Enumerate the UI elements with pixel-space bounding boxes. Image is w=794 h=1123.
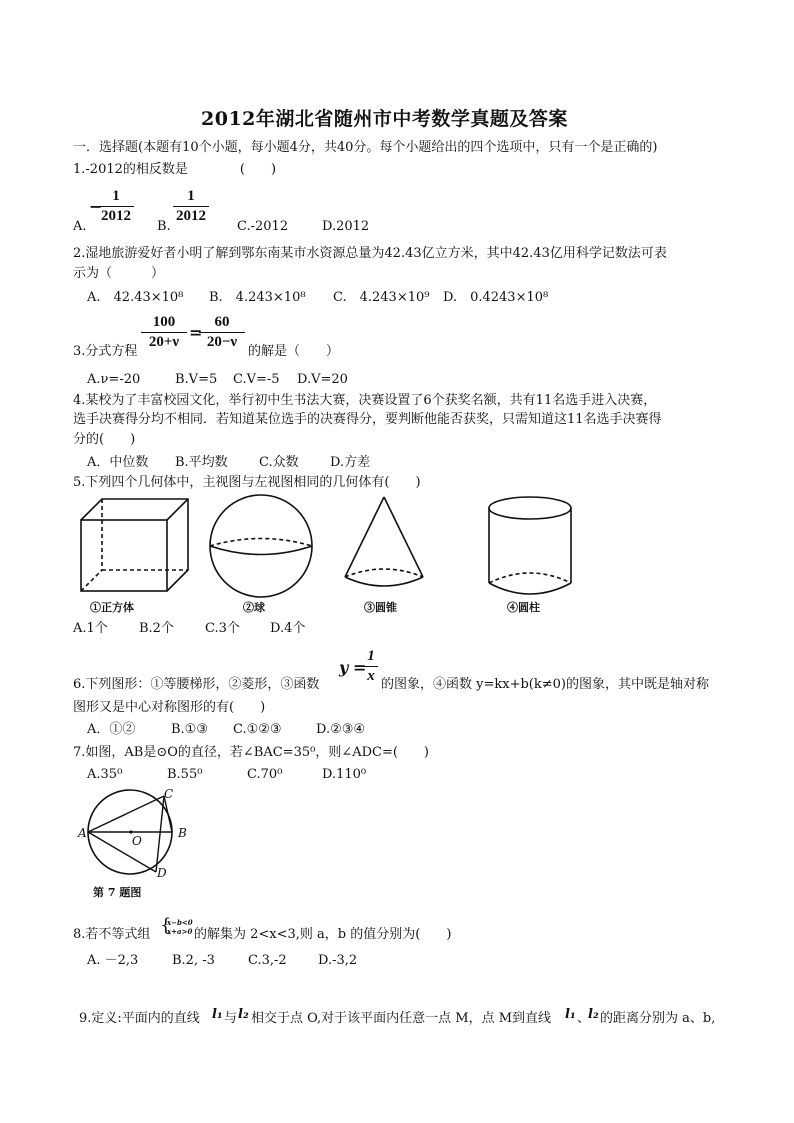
q9-line-l2: l₂ <box>238 1007 249 1022</box>
q1-option-a-label: A. <box>73 219 87 234</box>
q8-option-a: A. －2,3 <box>87 953 139 968</box>
fraction-bar <box>199 332 245 333</box>
q9-line-l2-second: l₂ <box>588 1007 599 1022</box>
q2-option-c: C. 4.243×10⁹ <box>333 290 430 305</box>
q9-line-l1-second: l₁ <box>565 1007 576 1022</box>
q1-option-c: C.-2012 <box>237 219 289 234</box>
fraction-bar <box>98 206 134 207</box>
q3-right-fraction <box>199 314 245 351</box>
q3-stem-prefix: 3.分式方程 <box>73 344 138 359</box>
q9-separator: 、 <box>577 1011 591 1026</box>
chord-ac <box>88 796 164 832</box>
q6-option-b: B.①③ <box>171 722 208 737</box>
q1-b-numerator: 1 <box>187 188 195 204</box>
cone-figure <box>345 497 423 586</box>
q5-caption-sphere: ②球 <box>243 601 265 614</box>
q9-stem-part4: 的距离分别为 a、b, <box>600 1011 716 1026</box>
q3-option-c: C.V=-5 <box>233 372 280 387</box>
q6-function-fraction <box>364 648 378 685</box>
q3-left-fraction <box>141 314 187 351</box>
q3-option-b: B.V=5 <box>175 372 218 387</box>
q8-system-brace: { <box>160 915 172 936</box>
sphere-figure <box>210 495 312 597</box>
q4-stem-line2: 选手决赛得分均不相同．若知道某位选手的决赛得分，要判断他能否获奖，只需知道这11名选手决赛得 <box>73 412 662 427</box>
q8-option-b: B.2, -3 <box>172 953 215 968</box>
q5-option-d: D.4个 <box>270 621 306 636</box>
q5-solids-figure <box>0 495 794 615</box>
q4-option-c: C.众数 <box>259 455 299 470</box>
chord-ad <box>88 832 156 872</box>
q7-option-d: D.110⁰ <box>322 767 367 782</box>
q9-stem-part2: 与 <box>224 1011 238 1026</box>
q7-figure-caption: 第 7 题图 <box>93 886 142 899</box>
cylinder-figure <box>489 497 571 594</box>
q8-option-c: C.3,-2 <box>248 953 287 968</box>
q3-left-denominator: 20+ν <box>148 334 180 350</box>
q1-b-denominator: 2012 <box>176 208 206 224</box>
chord-cb <box>164 796 172 832</box>
q5-option-c: C.3个 <box>205 621 240 636</box>
q9-line-l1: l₁ <box>212 1007 223 1022</box>
q3-stem-suffix: 的解是（ ） <box>248 344 340 359</box>
q3-option-d: D.V=20 <box>297 372 348 387</box>
q1-stem: 1.-2012的相反数是 ( ) <box>73 162 277 177</box>
q1-option-d: D.2012 <box>322 219 370 234</box>
q6-stem-line1: 6.下列图形：①等腰梯形，②菱形，③函数 <box>73 677 320 692</box>
q4-option-b: B.平均数 <box>175 455 228 470</box>
section-heading: 一．选择题(本题有10个小题，每小题4分，共40分。每个小题给出的四个选项中，只有一个是正确的) <box>73 140 658 155</box>
q7-stem: 7.如图，AB是⊙O的直径，若∠BAC=35⁰，则∠ADC=( ) <box>73 745 430 760</box>
q3-right-denominator: 20−ν <box>206 334 238 350</box>
q1-a-denominator: 2012 <box>101 208 131 224</box>
page-title: 2012年湖北省随州市中考数学真题及答案 <box>201 108 568 130</box>
q1-option-b-label: B. <box>157 219 171 234</box>
q1-option-a-fraction <box>98 188 134 225</box>
q7-label-d: D <box>157 866 167 880</box>
q2-option-d: D. 0.4243×10⁸ <box>443 290 549 305</box>
q6-stem-line1-rest: 的图象，④函数 y=kx+b(k≠0)的图象，其中既是轴对称 <box>381 677 709 692</box>
q1-option-b-fraction <box>173 188 209 225</box>
q7-option-b: B.55⁰ <box>167 767 203 782</box>
q3-equals: = <box>189 323 203 342</box>
q3-left-numerator: 100 <box>152 314 176 330</box>
q1-a-numerator: 1 <box>112 188 120 204</box>
q3-option-a: A.ν=-20 <box>87 372 141 387</box>
q7-option-a: A.35⁰ <box>87 767 123 782</box>
q5-caption-cone: ③圆锥 <box>364 601 397 614</box>
fraction-bar <box>364 666 378 667</box>
q7-label-o: O <box>132 834 142 848</box>
q5-option-b: B.2个 <box>139 621 174 636</box>
cube-figure <box>81 499 188 591</box>
q4-stem-line3: 分的( ) <box>73 432 136 447</box>
q3-right-numerator: 60 <box>214 314 230 330</box>
q6-denominator: x <box>367 668 375 684</box>
q6-option-a: A．①② <box>87 722 136 737</box>
q2-option-b: B. 4.243×10⁸ <box>209 290 306 305</box>
q2-stem-line1: 2.湿地旅游爱好者小明了解到鄂东南某市水资源总量为42.43亿立方米，其中42.43亿用科学记数法可表 <box>73 246 667 261</box>
q1-option-a-sign: − <box>89 197 103 216</box>
fraction-bar <box>173 206 209 207</box>
q5-caption-cube: ①正方体 <box>90 601 134 614</box>
q6-stem-line2: 图形又是中心对称图形的有( ) <box>73 700 266 715</box>
q9-stem-part3: 相交于点 O,对于该平面内任意一点 M，点 M到直线 <box>251 1011 552 1026</box>
q7-label-c: C <box>164 787 174 801</box>
q4-option-a: A．中位数 <box>87 455 149 470</box>
q7-label-b: B <box>178 826 187 840</box>
fraction-bar <box>141 332 187 333</box>
q6-numerator: 1 <box>367 648 375 664</box>
q7-label-a: A <box>78 826 87 840</box>
q6-option-c: C.①②③ <box>233 722 282 737</box>
q8-system <box>167 918 193 936</box>
q9-stem-part1: 9.定义:平面内的直线 <box>79 1011 200 1026</box>
q5-option-a: A.1个 <box>73 621 108 636</box>
q2-option-a: A. 42.43×10⁸ <box>87 290 184 305</box>
q2-stem-line2: 示为（ ） <box>73 266 165 281</box>
q5-caption-cylinder: ④圆柱 <box>507 601 540 614</box>
q4-stem-line1: 4.某校为了丰富校园文化，举行初中生书法大赛，决赛设置了6个获奖名额，共有11名选手进入决赛， <box>73 393 657 408</box>
q6-function-y: y <box>339 658 349 677</box>
q8-stem-suffix: 的解集为 2<x<3,则 a，b 的值分别为( ) <box>194 927 452 942</box>
q6-option-d: D.②③④ <box>316 722 366 737</box>
q5-stem: 5.下列四个几何体中，主视图与左视图相同的几何体有( ) <box>73 475 421 490</box>
q7-option-c: C.70⁰ <box>247 767 283 782</box>
q8-system-line2: x+a>0 <box>167 927 193 936</box>
q6-function-equals: = <box>353 658 367 677</box>
q4-option-d: D.方差 <box>330 455 371 470</box>
q8-option-d: D.-3,2 <box>318 953 358 968</box>
q8-system-line1: x−b<0 <box>167 918 193 927</box>
q8-stem-prefix: 8.若不等式组 <box>73 927 151 942</box>
